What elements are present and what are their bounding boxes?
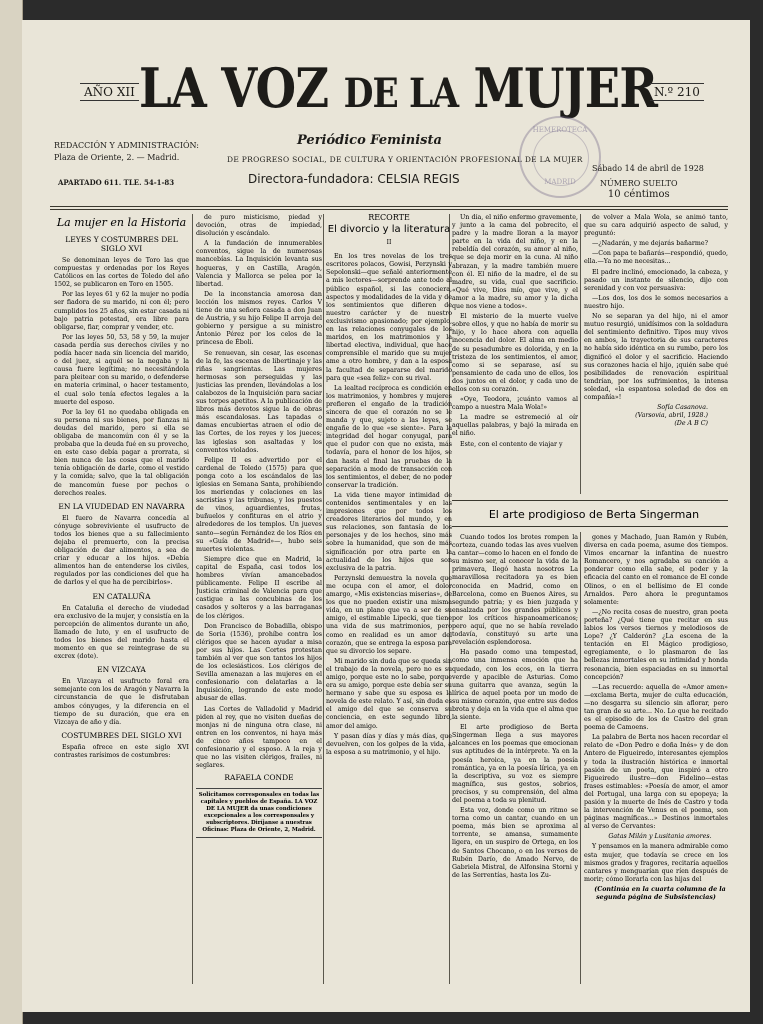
masthead-title-part: MUJER <box>473 56 658 120</box>
section-rule <box>452 526 728 527</box>
article-heading: EN CATALUÑA <box>92 591 151 601</box>
masthead-title-part: LA VOZ <box>139 56 329 120</box>
column-4-top <box>452 214 578 494</box>
column-divider <box>192 214 193 984</box>
article-heading: EN LA VIUDEDAD EN NAVARRA <box>58 501 185 511</box>
paragraph: —Los dos, los dos le somos necesarios a nuestro hijo. <box>584 294 728 310</box>
masthead-title <box>139 56 658 120</box>
subtitle: Periódico Feminista <box>297 133 442 148</box>
paragraph: Las Cortes de Valladolid y Madrid piden al rey, que no visiten dueñas de monjas ni de ninguna otra clase, ni entren en los conventos, ni haya más de cinco años tampoco en el confesionario y el esposo. A la reja y que no las visiten clérigos, frailes, ni seglares. <box>196 705 322 770</box>
redaccion <box>54 140 199 164</box>
paragraph: España ofrece en este siglo XVI contrastes rarísimos de costumbres: <box>54 743 189 759</box>
price-value: 10 céntimos <box>607 189 670 200</box>
redaccion-line: Plaza de Oriente, 2. — Madrid. <box>54 153 180 162</box>
paragraph: de puro misticismo, piedad y devoción, otras de impiedad, disolución y escándalo. <box>196 214 322 238</box>
stamp-text: HEMEROTECA <box>532 126 588 134</box>
article-heading: LEYES Y COSTUMBRES DEL SIGLO XVI <box>65 235 178 253</box>
paragraph: El padre inclinó, emocionado, la cabeza, y pasado un instante de silencio, dijo con serenidad y con voz persuasiva: <box>584 268 728 292</box>
paragraph: En Cataluña el derecho de viudedad era exclusivo de la mujer, y consistía en la percepción de alimentos durante un año, llamado de luto, y en el usufructo de todos los bienes del marido hasta el momento en que se reintegrase de su excrex (dote). <box>54 604 189 661</box>
director-line: Directora-fundadora: CELSIA REGIS <box>248 172 460 186</box>
author-signature: RAFAELA CONDE <box>224 773 294 783</box>
paragraph: —Con papa te bañarás—respondió, quedo, ella.—Ya no me necesitas... <box>584 250 728 266</box>
section-title: La mujer en la Historia <box>56 216 187 229</box>
column-divider <box>580 532 581 984</box>
issue-date: Sábado 14 de abril de 1928 <box>592 164 704 173</box>
continuation-note: (Continúa en la cuarta columna de la segunda página de Subsistencias) <box>594 885 726 902</box>
column-divider <box>580 214 581 494</box>
part-number: II <box>386 239 392 247</box>
paragraph: El fuero de Navarra concedía al cónyuge sobreviviente el usufructo de todos los bienes que a su fallecimiento dejaba el premuerto, con la precisa obligación de dar alimentos, a sea de criar y educar a los hijos. «Debía alimentos han de entenderse los civiles, regulados por las condiciones del que ha de darlos y el que ha de percibirlos». <box>54 514 189 587</box>
paragraph: «Oye, Teodora, ¡cuánto vamos al campo a nuestra Mala Wola!» <box>452 396 578 412</box>
column-3 <box>326 214 452 984</box>
paragraph: El misterio de la muerte vuelve sobre ellos, y que no había de morir su hijo, y lo hace ahora con aquella inocencia del dolor. El alma en medio de su pesadumbre es dolorida, y en la tristeza de los sentimientos, el amor, como si se separase, así su pensamiento de cada uno de ellos, los dos juntos en el dolor, y cada uno de ellos con su corazón. <box>452 313 578 393</box>
paragraph: Ha pasado como una tempestad, como una inmensa emoción que ha quedado, con los ecos, en la tierra verde y apacible de Asturias. Como una guitarra que avanza, según la lírica de aquel poeta por un modo de su mismo corazón, que entre sus dedos brota y deja en la vida que el alma que la siente. <box>452 649 578 722</box>
section-rule <box>452 500 728 501</box>
paragraph: Perzynski demuestra la novela que me ocupa con el amor, el dolor amargo, «Mis existencias miserias», de los que no pueden existir una misma vida, en un plano que va a ser de su amigo, el estimable Lipecki, que tiene una vida de sus matrimonios, pero como en realidad es un amor del corazón, que se entrega la esposa para que su divorcio los separe. <box>326 574 452 655</box>
issue-year: AÑO XII <box>80 83 139 101</box>
paragraph: —¿Nadarán, y me dejarás bañarme? <box>592 240 708 248</box>
column-divider <box>323 214 324 984</box>
author-signature: Sofía Casanova. <box>657 404 708 412</box>
paragraph: Esta voz, donde como un ritmo se torna como un cantar, cuando en un poema, más bien se aproxima al torrente, se amansa, sumamente ligera, en un suspiro de Ortega, en los de Santos Chocano, o en los versos de Rubén Darío, de Amado Nervo, de Gabriela Mistral, de Alfonsina Storni y de las Serrentías, hasta los Zu- <box>452 807 578 879</box>
paragraph: Por las leyes 50, 53, 58 y 59, la mujer casada perdía sus derechos civiles y no podía hacer nada sin licencia del marido, o del juez, si aquél se la negaba y la causa fuere legítima; no necesitándola para pleitear con su marido, o defenderse en materia criminal, o hacer testamento, el cual solo tenía efectos legales a la muerte del esposo. <box>54 333 189 406</box>
paragraph: de volver a Mala Wola, se animó tanto, que su cara adquirió aspecto de salud, y preguntó: <box>584 214 728 238</box>
paragraph: —Las recuerdo: aquella de «Amor amen» —exclama Berta, mujer de culta educación, —no desgarra su silencio sin aflorar, pero tan gran de su arte... No. Lo que he recitado es el episodio de los de Castro del gran poema de Camoens. <box>584 683 728 732</box>
article-heading: EN VIZCAYA <box>97 665 146 675</box>
paragraph: Este, con el contento de viajar y <box>460 440 563 448</box>
tagline: DE PROGRESO SOCIAL, DE CULTURA Y ORIENTACIÓN PROFESIONAL DE LA MUJER <box>227 155 583 164</box>
column-5-top <box>584 214 728 504</box>
paragraph: El arte prodigioso de Berta Singerman llega a sus mayores alcances en los poemas que emocionan sus aptitudes de la intérprete. Ya en la poesía heroica, ya en la poesía romántica, ya en la poesía lírica, ya en la descriptiva, su voz es siempre magnífica, sus gestos, sobrios, precisos, y su comprensión, del alma del poema a toda su plenitud. <box>452 724 578 804</box>
stamp-text: MADRID <box>544 178 576 186</box>
paragraph: La madre se estremeció al oír aquellas palabras, y bajó la mirada en el niño. <box>452 414 578 438</box>
paragraph: De la inconstancia amorosa dan lección los mismos reyes. Carlos V tiene de una señora casada a don Juan de Austria, y su hijo Felipe II arroja del gobierno y persigue a su ministro Antonio Pérez por los celos de la princesa de Éboli. <box>196 290 322 347</box>
paragraph: En los tres novelas de los tres escritores polacos, Gowisi, Perzynski y Sepolonski—que señalé anteriormente a mis lectores—sorprende ante todo al público español, si las conociera, aspectos y modalidades de la vida y de los sentimientos que difieren de nuestro carácter y de nuestro exclusivismo apasionado; por ejemplo, en las relaciones conyugales de los maridos, en los matrimonios y la libertad electiva, individual, que hace comprensible el marido que su mujer ame a otro hombre, y dan a la esposa la facultad de separarse del marido para que «sea feliz» con su rival. <box>326 253 452 382</box>
paragraph: La vida tiene mayor intimidad de contenidos sentimentales y en las impresiones que por todos los creadores literarios del mundo, y en sus relaciones, son fantasía de los personajes y de los hechos, sino más sobre la humanidad, que son de más significación por otra parte en la actualidad de los hijos que son exclusiva de la patria. <box>326 491 452 572</box>
paragraph: Por la ley 61 no quedaba obligada en su persona ni sus bienes, por fianzas ni deudas del marido, pero si ella se obligaba de mancomún con él y se la probaba que la deuda fué en su provecho, en este caso debía pagar a prorrata, si bien nunca de las cosas que el marido tenía obligación de darle, como el vestido y la comida; salvo, que la tal obligación de mancomún fuese por pechos o derechos reales. <box>54 408 189 497</box>
paragraph: La lealtad recíproca es condición en los matrimonios, y hombres y mujeres prefieren el engaño de la tradición sincera de que el corazón no se le manda y que, sujeto a las leyes, se engañe de lo que «se siente». Para la integridad del hogar conyugal, para que el pudor con que no exista, más todavía, para el honor de los hijos, se dan hasta el final las pruebas de la separación a modo de transacción con los sentimientos, el deber, de no poder conservar la tradición. <box>326 384 452 489</box>
issue-number: N.º 210 <box>650 83 704 101</box>
binding-strip <box>0 0 23 1024</box>
column-1 <box>54 214 189 984</box>
article-title: El divorcio y la literatura <box>327 224 451 236</box>
dateline: (Varsovia, abril, 1928.) <box>635 412 708 420</box>
paragraph: Por las leyes 61 y 62 la mujer no podía ser fiadora de su marido, ni con él; pero cumplidos los 25 años, sin estar casada ni bajo patria potestad, era libre para obligarse, fiar, comprar y vender, etc. <box>54 291 189 331</box>
paragraph: Se denominan leyes de Toro las que compuestas y ordenadas por los Reyes Católicos en las cortes de Toledo del año 1502, se publicaron en Toro en 1505. <box>54 257 189 289</box>
source-credit: (De A B C) <box>674 420 708 428</box>
section-label: RECORTE <box>368 214 410 222</box>
paragraph: Se renuevan, sin cesar, las escenas de la fe, las escenas de libertinaje y las riñas sangrientas. Las mujeres hermosas son perseguidas y las justicias las prenden, llevándolas a los calabozos de la Inquisición para saciar sus torpes apetitos. A la publicación de libros más devotos sigue la de obras más escandalosas. Las tapadas o damas encubiertas atraen el odio de las Cortes, de los reyes y los jueces; las iglesias son asaltadas y los conventos violados. <box>196 349 322 454</box>
masthead-title-part: DE LA <box>343 70 459 117</box>
paragraph: Y pasan días y días y más días, que devuelven, con los golpes de la vida, a la esposa a su matrimonio, y el hijo. <box>326 732 452 756</box>
paragraph: —¿No recita cosas de nuestro, gran poeta porteña? ¿Qué tiene que recitar en sus labios los versos tiernos y melodiosos de Lope? ¿Y Calderón? ¿La escena de la tentación en El Mágico prodigioso, egregiamente, o lo plasmaron de las bellezas inmortales en su intimidad y honda resonancia, bien espaciadas en su inmortal concepción? <box>584 608 728 681</box>
verse-line: Gatas Milán y Lusitania amores. <box>608 833 712 841</box>
paragraph: A la fundación de innumerables conventos, sigue la de numerosas mancebías. La Inquisición levanta sus hogueras, y en Castilla, Aragón, Valencia y Mallorca se pelea por la libertad. <box>196 240 322 288</box>
paragraph: Cuando todos los brotes rompen la corteza, cuando todas las aves vuelven a cantar—como lo hacen en el fondo de su mismo ser, al conocer la vida de la primavera, llegó hasta nosotros La maravillosa recitadora ya es bien conocida en Madrid, como en Barcelona, como en Buenos Aires, su segundo patria; y es bien juzgada y ensalzada por los grandes públicos y por los críticos hispanoamericanos; pero aquí, que no se había revelado todavía, constituyó su arte una revelación esplendorosa. <box>452 534 578 647</box>
column-4-bottom <box>452 534 578 984</box>
price-label: NÚMERO SUELTO <box>600 179 678 188</box>
paragraph: Felipe II es advertido por el cardenal de Toledo (1575) para que ponga coto a los escándalos de las iglesias en Semana Santa, prohibiendo los meriendas y colaciones en las sacristías y las tribunas, y los puestos de vinos, aguardientes, frutas, buñuelos y confituras en el atrio y alrededores de los templos. Un jueves santo—según Fernández de los Ríos en su «Guía de Madrid»—, hubo seis muertes violentas. <box>196 456 322 553</box>
paragraph: gones y Machado, Juan Ramón y Rubén, diversa en cada poema, asume dos tiempos. Vimos encarnar la infantina de nuestro Romancero, y nos agradaba su canción a ponderar como ella sabe, el poder y la eficacia del canto en el romance de El conde Olinos, o en el bellísimo de El conde Arnaldos. Pero ahora le preguntamos solamente: <box>584 534 728 606</box>
paragraph: La palabra de Berta nos hacen recordar el relato de «Don Pedro e doña Inés» y de don Antero de Figueiredo, interesantes ejemplos y toda la ilustración histórica e inmortal pasión de un poeta, que inspiró a otro Figueiredo ilustre—don Fidelino—estas frases estimables: «Poesía de amor, el amor del Portugal, una larga con su epopeya; la pasión y la muerte de Inés de Castro y toda la intervención de Venus en el poema, son páginas magníficas...» Destinos inmortales al verso de Cervantes: <box>584 734 728 831</box>
library-stamp <box>519 116 601 198</box>
apartado: APARTADO 611. TLE. 54-1-83 <box>58 178 175 187</box>
paragraph: Mi marido sin duda que se queda sin el trabajo de la novela, pero no es su amigo, porque este no lo sabe, porque era su amigo, porque este debía ser su hermano y sabe que su esposa es la novela de este relato. Y así, sin duda es el amigo del que se conserva su conciencia, en este segundo libro, amor del amigo. <box>326 657 452 730</box>
column-2 <box>196 214 322 984</box>
price-box <box>600 178 678 200</box>
redaccion-line: REDACCIÓN Y ADMINISTRACIÓN: <box>54 141 199 150</box>
column-5-bottom <box>584 534 728 984</box>
paragraph: No se separan ya del hijo, ni el amor mutuo resurgió, unidísimos con la soldadura del sentimiento definitivo. Tipos muy vivos en ambos, la trayectoria de sus caracteres no había sido idéntica en su rumbo, pero los dignificó el dolor y el sacrificio. Haciendo sus corazones hacia el hijo, ¡quién sabe qué posibilidades de renovación espiritual tendrían, por los sufrimientos, la intensa soledad, «la espantosa soledad de dos en compañía»! <box>584 313 728 401</box>
paragraph: Y pensamos en la manera admirable como esta mujer, que todavía se crece en los mismos grados y fragores, recitaría aquellos cantares y menguarían que ríen después de morir; cómo llorarla con las hijas del <box>584 843 728 883</box>
paragraph: Siempre dice que en Madrid, la capital de España, casi todos los hombres vivían amancebados públicamente. Felipe II escribe al Justicia criminal de Valencia para que castigue a las concubinas de los casados y solteros y a las barraganas de los clérigos. <box>196 555 322 620</box>
paragraph: En Vizcaya el usufructo foral era semejante con los de Aragón y Navarra la circunstancia de que le disfrutaban ambos cónyuges, y la diferencia en el tiempo de su duración, que era en Vizcaya de año y día. <box>54 678 189 726</box>
banner-headline: El arte prodigioso de Berta Singerman <box>488 508 700 521</box>
masthead-rule <box>50 209 728 210</box>
masthead-rule <box>50 206 728 207</box>
paragraph: Un día, el niño enfermo gravemente, y junto a la cama del pobrecito, el padre y la madre lloran a la mayor parte en la vida del niño, y en la rebeldía del corazón, su amor al niño, que se deja morir en la cuna. Al niño abrazan, y la madre también muere con él. El niño de la madre, el de su madre, su vida, cual que sacrificio. «Qué vive, Dios mío, que vive, y el amor a la madre, su amor y la dicha que nos viene a todos». <box>452 214 578 311</box>
paragraph: Don Francisco de Bobadilla, obispo de Soria (1536), prohíbe contra los clérigos que se hacen ayudar a misa por sus hijos. Las Cortes protestan también al ver que son tantos los hijos de los eclesiásticos. Los clérigos de Sevilla amenazan a las mujeres en el confesionario con delatarlas a la Inquisición, logrando de este modo abusar de ellas. <box>196 622 322 703</box>
article-heading: COSTUMBRES DEL SIGLO XVI <box>61 730 182 740</box>
subscription-notice: Solicitamos corresponsales en todas las capitales y pueblos de España. LA VOZ DE LA MUJER da unas condiciones excepcionales a los corresponsales y subscriptores. Diríjanse a nuestras Oficinas: Plaza de Oriente, 2, Madrid. <box>196 788 322 838</box>
